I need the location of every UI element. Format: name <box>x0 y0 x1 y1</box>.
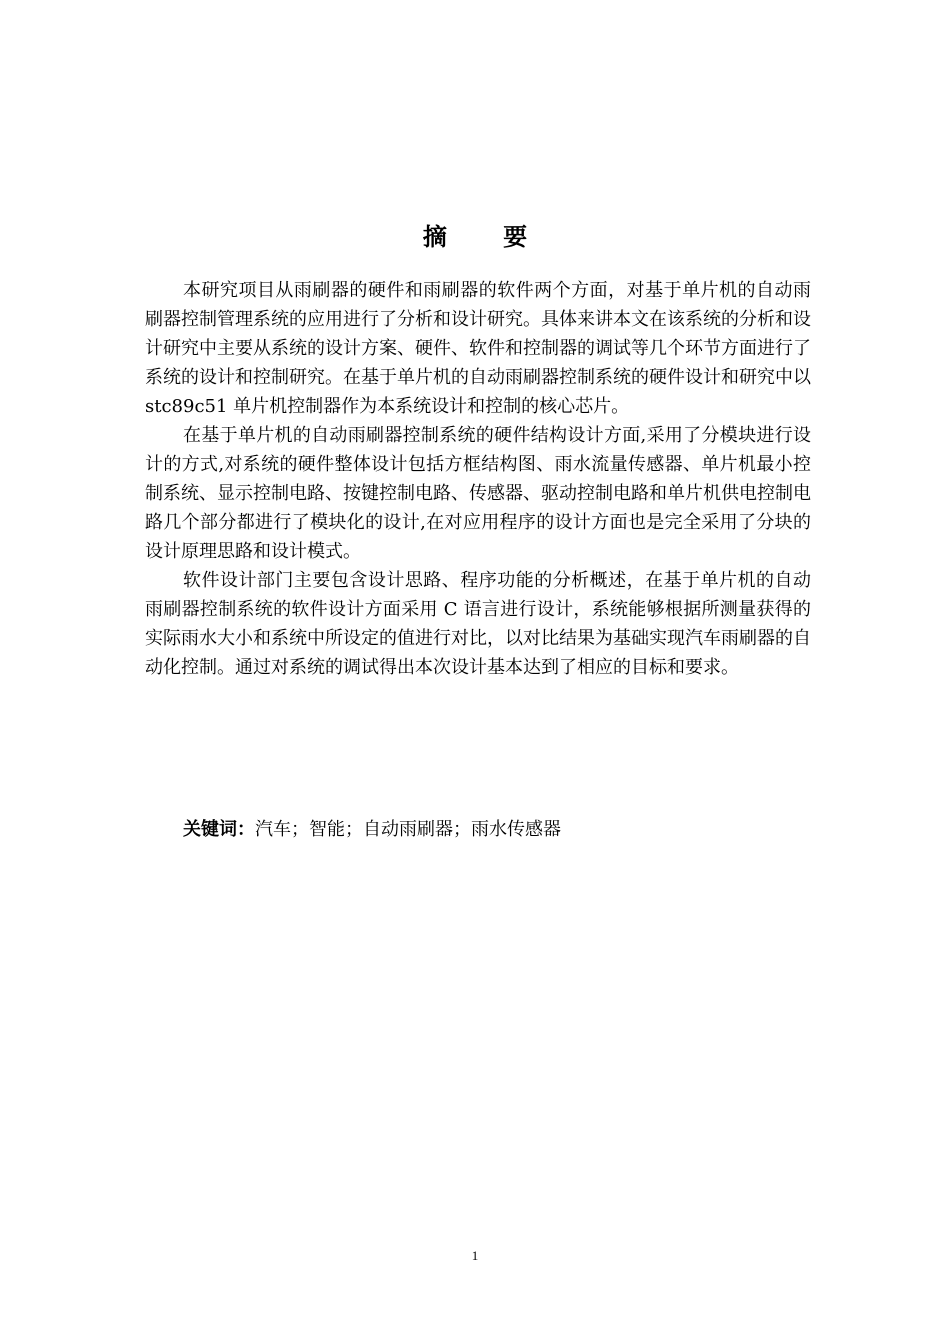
page-number: 1 <box>471 1248 479 1263</box>
keywords-value: 汽车；智能；自动雨刷器；雨水传感器 <box>255 819 561 840</box>
abstract-body <box>145 276 811 682</box>
abstract-title: 摘 要 <box>422 223 552 251</box>
keywords-label: 关键词： <box>183 819 255 840</box>
abstract-paragraph-1: 本研究项目从雨刷器的硬件和雨刷器的软件两个方面，对基于单片机的自动雨刷器控制管理系统的应用进行了分析和设计研究。具体来讲本文在该系统的分析和设计研究中主要从系统的设计方案、硬件、软件和控制器的调试等几个环节方面进行了系统的设计和控制研究。在基于单片机的自动雨刷器控制系统的硬件设计和研究中以 stc89c51 单片机控制器作为本系统设计和控制的核心芯片。 <box>145 280 811 417</box>
keywords-line <box>183 815 561 844</box>
abstract-paragraph-2: 在基于单片机的自动雨刷器控制系统的硬件结构设计方面,采用了分模块进行设计的方式,对系统的硬件整体设计包括方框结构图、雨水流量传感器、单片机最小控制系统、显示控制电路、按键控制电路、传感器、驱动控制电路和单片机供电控制电路几个部分都进行了模块化的设计,在对应用程序的设计方面也是完全采用了分块的设计原理思路和设计模式。 <box>145 425 811 562</box>
abstract-paragraph-3: 软件设计部门主要包含设计思路、程序功能的分析概述，在基于单片机的自动雨刷器控制系统的软件设计方面采用 C 语言进行设计，系统能够根据所测量获得的实际雨水大小和系统中所设定的值进行对比，以对比结果为基础实现汽车雨刷器的自动化控制。通过对系统的调试得出本次设计基本达到了相应的目标和要求。 <box>145 570 811 678</box>
